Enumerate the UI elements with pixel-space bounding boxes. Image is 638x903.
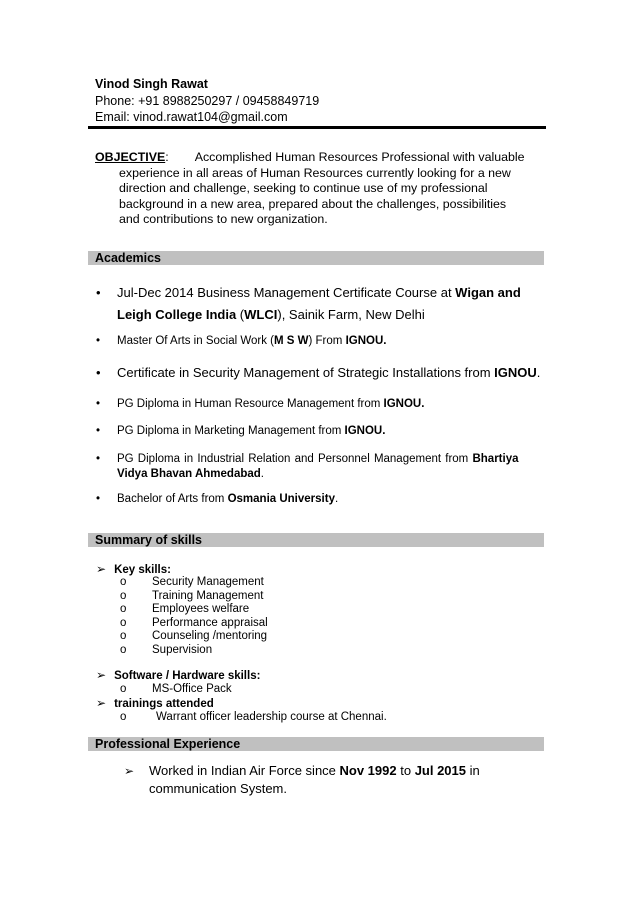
circle-bullet-icon: o: [120, 576, 127, 588]
circle-bullet-icon: o: [120, 589, 127, 602]
circle-bullet-icon: o: [120, 616, 127, 629]
academic-text: ) From: [308, 335, 346, 347]
circle-bullet-icon: o: [120, 711, 127, 723]
academic-text: Certificate in Security Management of Strategic Installations from: [117, 365, 495, 380]
academic-bold: IGNOU: [494, 365, 537, 380]
academic-text: PG Diploma in Marketing Management from: [117, 425, 345, 437]
skill-text: Performance appraisal: [152, 616, 268, 629]
arrow-bullet-icon: ➢: [96, 668, 107, 682]
key-skills-label: Key skills:: [114, 564, 171, 576]
objective-first-line: [95, 150, 547, 166]
objective-block: [95, 150, 547, 228]
circle-bullet-icon: o: [120, 630, 127, 642]
bullet-icon: •: [96, 365, 101, 380]
skill-text: Training Management: [152, 589, 264, 602]
arrow-bullet-icon: ➢: [124, 764, 135, 778]
academic-text: Jul-Dec 2014 Business Management Certificate Course at: [117, 285, 456, 300]
software-skills-list: [120, 683, 232, 697]
header-divider: [88, 126, 546, 129]
experience-text: to: [396, 763, 415, 778]
academic-item-text: [117, 284, 542, 324]
academic-bold: WLCI: [244, 307, 278, 322]
academic-text: .: [334, 493, 339, 505]
circle-bullet-icon: o: [120, 683, 127, 695]
objective-line-5: and contributions to new organization.: [119, 212, 328, 226]
academic-bold: IGNOU.: [345, 335, 387, 347]
section-skills: Summary of skills: [88, 533, 544, 547]
academic-item: [96, 284, 540, 320]
academic-bold: IGNOU.: [383, 398, 425, 410]
list-item: [120, 644, 268, 658]
academic-bold: Wigan and: [455, 285, 521, 300]
software-skills-heading: [96, 668, 260, 683]
candidate-name: Vinod Singh Rawat: [95, 77, 208, 91]
skill-text: MS-Office Pack: [152, 683, 232, 695]
academic-text: ), Sainik Farm, New Delhi: [277, 307, 425, 322]
skill-text: Security Management: [152, 576, 264, 588]
bullet-icon: •: [96, 335, 101, 347]
academic-bold: IGNOU.: [344, 425, 386, 437]
academic-bold: Vidya Bhavan Ahmedabad: [117, 468, 261, 480]
academic-text: Master Of Arts in Social Work (: [117, 335, 274, 347]
experience-end-date: Jul 2015: [414, 763, 467, 778]
list-item: [120, 590, 268, 604]
academic-text: .: [536, 365, 541, 380]
academic-bold: M S W: [274, 335, 309, 347]
objective-line-3: direction and challenge, seeking to continue use of my professional: [119, 181, 488, 195]
bullet-icon: •: [96, 493, 101, 505]
bullet-icon: •: [96, 398, 101, 410]
circle-bullet-icon: o: [120, 603, 127, 615]
bullet-icon: •: [96, 453, 101, 465]
experience-start-date: Nov 1992: [339, 763, 397, 778]
academic-text: Bachelor of Arts from: [117, 493, 228, 505]
objective-line-4: background in a new area, prepared about the challenges, possibilities: [119, 196, 507, 211]
section-experience: Professional Experience: [88, 737, 544, 751]
key-skills-heading: [96, 562, 171, 577]
academic-text: (: [236, 307, 245, 322]
objective-label: OBJECTIVE: [95, 150, 166, 164]
objective-colon: :: [165, 150, 169, 164]
experience-item: [124, 761, 480, 796]
email-line: Email: vinod.rawat104@gmail.com: [95, 110, 288, 124]
academic-bold: Osmania University: [227, 493, 335, 505]
bullet-icon: •: [96, 285, 101, 300]
software-skills-label: Software / Hardware skills:: [114, 670, 261, 682]
circle-bullet-icon: o: [120, 643, 127, 656]
trainings-label: trainings attended: [114, 698, 214, 710]
academic-text: .: [260, 468, 264, 480]
arrow-bullet-icon: ➢: [96, 562, 107, 576]
experience-text-line-2: communication System.: [149, 781, 287, 796]
objective-line-1: Accomplished Human Resources Professional with valuable: [194, 150, 525, 164]
academic-text: PG Diploma in Industrial Relation and Personnel Management from: [117, 453, 473, 465]
skill-text: Counseling /mentoring: [152, 630, 268, 642]
trainings-list: [120, 711, 387, 725]
experience-text: in: [466, 763, 480, 778]
trainings-heading: [96, 696, 214, 711]
skill-text: Employees welfare: [152, 603, 250, 615]
experience-text: Worked in Indian Air Force since: [149, 763, 340, 778]
list-item: [120, 603, 268, 617]
academic-text: PG Diploma in Human Resource Management from: [117, 398, 384, 410]
list-item: [120, 711, 387, 725]
key-skills-list: [120, 576, 268, 657]
list-item: [120, 630, 268, 644]
bullet-icon: •: [96, 425, 101, 437]
phone-line: Phone: +91 8988250297 / 09458849719: [95, 94, 320, 108]
training-text: Warrant officer leadership course at Chennai.: [156, 711, 387, 723]
academic-bold: Leigh College India: [117, 307, 237, 322]
section-academics: Academics: [88, 251, 544, 265]
objective-line-2: experience in all areas of Human Resources currently looking for a new: [119, 165, 511, 180]
list-item: [120, 683, 232, 697]
arrow-bullet-icon: ➢: [96, 696, 107, 710]
list-item: [120, 576, 268, 590]
academic-bold: Bhartiya: [472, 453, 519, 465]
list-item: [120, 617, 268, 631]
skill-text: Supervision: [152, 643, 213, 656]
